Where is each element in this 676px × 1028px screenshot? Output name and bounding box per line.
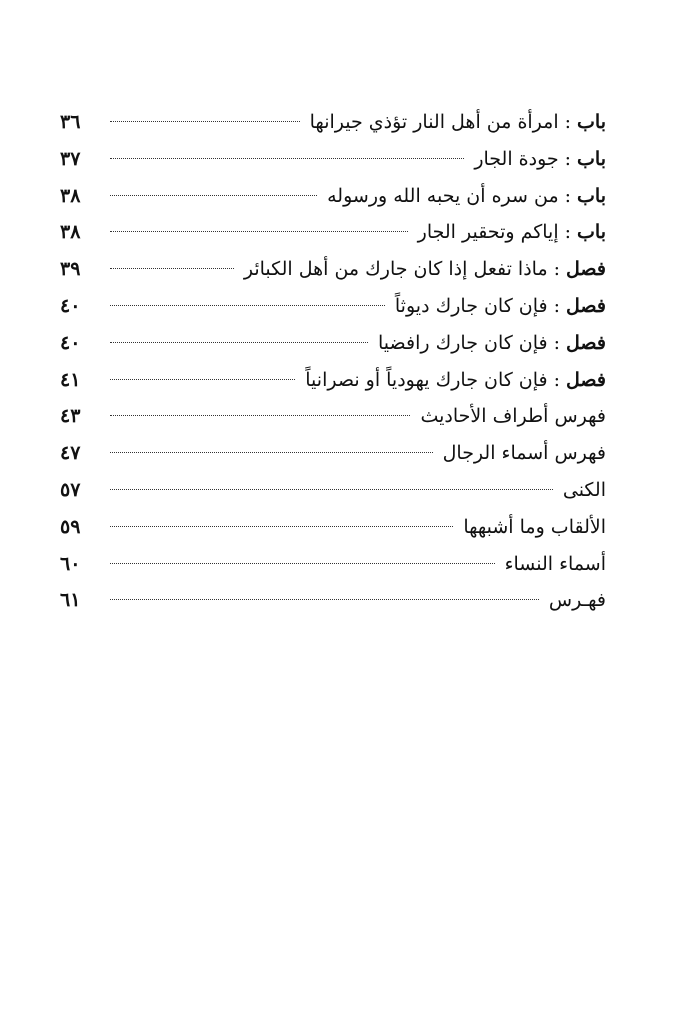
toc-entry [60,288,606,325]
dot-leader [110,231,408,232]
toc-entry-label: فصل [566,331,606,354]
dot-leader [110,158,464,159]
toc-entry-separator: : [564,221,572,244]
toc-entry-separator: : [564,184,572,207]
toc-entry-title: من سره أن يحبه الله ورسوله [327,184,559,207]
dot-leader [110,342,368,343]
toc-entry-title: الألقاب وما أشبهها [463,515,606,538]
toc-entry-page-number: ٤٣ [60,405,81,428]
dot-leader [110,489,553,490]
toc-entry-page-number: ٥٧ [60,478,81,501]
dot-leader [110,268,234,269]
dot-leader [110,599,539,600]
toc-entry-label: باب [577,111,606,133]
toc-entry-page-number: ٦٠ [60,552,81,575]
toc-entry-page-number: ٣٧ [60,147,81,170]
toc-entry-page-number: ٤٠ [60,331,81,354]
toc-entry-separator: : [553,258,561,281]
toc-entry-page-number: ٣٨ [60,184,81,207]
toc-entry-label: فصل [566,368,606,391]
toc-entry [60,214,606,251]
toc-entry-label: فصل [566,294,606,317]
dot-leader [110,563,495,564]
toc-entry [60,104,606,141]
dot-leader [110,121,300,122]
toc-entry-page-number: ٣٨ [60,221,81,244]
toc-entry-title: ماذا تفعل إذا كان جارك من أهل الكبائر [243,258,548,281]
toc-entry-title: أسماء النساء [504,552,606,575]
toc-entry [60,398,606,435]
toc-entry-label: باب [577,221,606,244]
toc-entry [60,141,606,178]
toc-entry-separator: : [553,368,561,391]
dot-leader [110,452,433,453]
toc-entry-page-number: ٥٩ [60,515,81,538]
toc-entry-title: فهرس أطراف الأحاديث [420,405,606,428]
dot-leader [110,305,385,306]
dot-leader [110,526,453,527]
toc-entry-title: فإن كان جارك رافضيا [378,331,548,354]
toc-entry [60,325,606,362]
toc-entry [60,362,606,399]
dot-leader [110,195,317,196]
toc-entry-title: امرأة من أهل النار تؤذي جيرانها [309,111,559,133]
toc-entry [60,472,606,509]
toc-entry-label: فصل [566,258,606,281]
toc-entry-page-number: ٦١ [60,589,81,612]
toc-entry-separator: : [553,294,561,317]
toc-entry [60,251,606,288]
toc-entry-title: فهـرس [548,589,606,612]
toc-entry [60,509,606,546]
dot-leader [110,415,410,416]
toc-entry-page-number: ٣٦ [60,111,81,133]
toc-entry-separator: : [564,147,572,170]
toc-entry-title: الكنى [562,478,606,501]
toc-entry-label: باب [577,184,606,207]
toc-entry-title: جودة الجار [474,147,559,170]
toc-entry-title: فإن كان جارك ديوثاً [394,294,548,317]
toc-entry-page-number: ٤٠ [60,294,81,317]
toc-entry-separator: : [564,111,572,133]
table-of-contents [60,104,606,619]
toc-entry-page-number: ٤٧ [60,442,81,465]
toc-entry [60,435,606,472]
toc-entry-page-number: ٣٩ [60,258,81,281]
toc-entry-title: إياكم وتحقير الجار [417,221,559,244]
toc-entry-label: باب [577,147,606,170]
toc-entry [60,178,606,215]
toc-entry-page-number: ٤١ [60,368,81,391]
toc-entry-separator: : [553,331,561,354]
toc-entry [60,582,606,619]
toc-entry-title: فإن كان جارك يهودياً أو نصرانياً [305,368,548,391]
toc-entry-title: فهرس أسماء الرجال [442,442,606,465]
toc-entry [60,546,606,583]
dot-leader [110,379,295,380]
